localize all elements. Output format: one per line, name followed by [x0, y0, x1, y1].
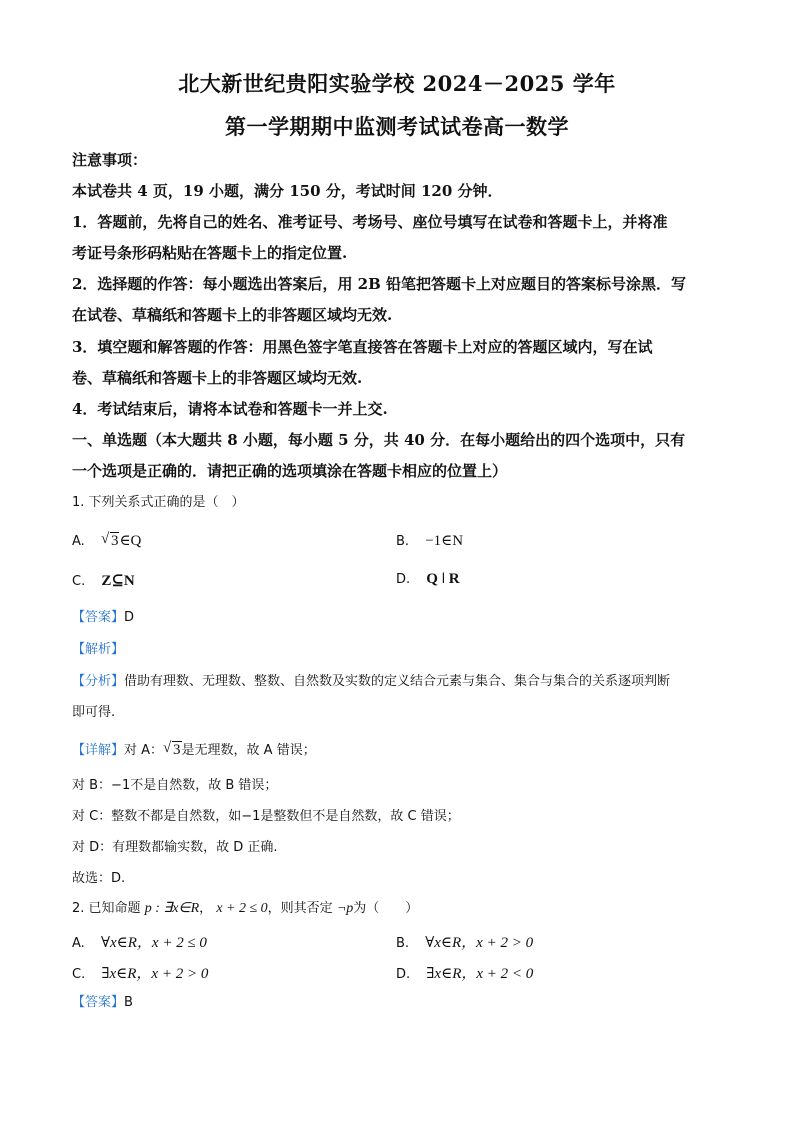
- q2-option-c: [72, 962, 208, 983]
- option-label: C.: [72, 574, 86, 589]
- answer-tag: 【答案】: [72, 995, 125, 1010]
- option-math: −1∈N: [425, 533, 464, 549]
- notice-item-2-line1: 2．选择题的作答：每小题选出答案后，用 2B 铅笔把答题卡上对应题目的答案标号涂黑．写: [72, 275, 687, 293]
- q1-option-d: [396, 571, 460, 588]
- option-label: A.: [72, 936, 85, 951]
- q1-fenxi-line2: 即可得.: [72, 705, 116, 720]
- option-math: ∀x∈R，x + 2 ≤ 0: [100, 935, 207, 951]
- q2-option-a: [72, 931, 207, 952]
- xiangjie-tag: 【详解】: [72, 743, 125, 758]
- option-label: D.: [396, 967, 411, 982]
- answer-value: D: [124, 610, 135, 625]
- notice-item-2-line2: 在试卷、草稿纸和答题卡上的非答题区域均无效.: [72, 306, 393, 324]
- option-math: √ 3∈Q: [100, 531, 142, 549]
- option-math: ∃x∈R，x + 2 < 0: [426, 966, 534, 982]
- option-math: Q ǀ R: [426, 571, 460, 587]
- q1-answer: [72, 608, 732, 628]
- q1-option-c: [72, 571, 135, 590]
- option-label: C.: [72, 967, 86, 982]
- option-math: ∀x∈R，x + 2 > 0: [425, 935, 534, 951]
- q1-choose: 故选：D.: [72, 871, 126, 886]
- notice-item-3-line1: 3．填空题和解答题的作答：用黑色签字笔直接答在答题卡上对应的答题区域内，写在试: [72, 338, 653, 356]
- q2-option-d: [396, 962, 533, 983]
- q1-fenxi-line1: 【分析】借助有理数、无理数、整数、自然数及实数的定义结合元素与集合、集合与集合的关系逐项判断: [72, 674, 671, 689]
- q1-detail-d: 对 D：有理数都输实数，故 D 正确.: [72, 840, 278, 855]
- q2-stem: 2. 已知命题 p : ∃x∈R， x + 2 ≤ 0，则其否定 ¬p为（ ）: [72, 901, 419, 916]
- option-label: D.: [396, 572, 411, 587]
- q1-option-b: [396, 531, 463, 550]
- notice-item-1-line1: 1．答题前，先将自己的姓名、准考证号、考场号、座位号填写在试卷和答题卡上，并将准: [72, 213, 668, 231]
- section1-heading-line1: 一、单选题（本大题共 8 小题，每小题 5 分，共 40 分．在每小题给出的四个选项中，只有: [72, 431, 686, 449]
- section1-heading-line2: 一个选项是正确的．请把正确的选项填涂在答题卡相应的位置上）: [72, 462, 508, 480]
- answer-tag: 【答案】: [72, 610, 125, 625]
- option-math: Z⊆N: [101, 573, 135, 589]
- sqrt-symbol: √ 3: [163, 740, 181, 758]
- q1-detail-a: 【详解】对 A： √ 3是无理数，故 A 错误；: [72, 740, 316, 758]
- exam-title-line1: 北大新世纪贵阳实验学校 2024－2025 学年: [178, 71, 616, 96]
- q2-option-b: [396, 931, 533, 952]
- exam-title-line2: 第一学期期中监测考试试卷高一数学: [225, 114, 569, 139]
- q1-detail-b: 对 B：−1不是自然数，故 B 错误；: [72, 778, 278, 793]
- option-label: A.: [72, 534, 85, 549]
- notice-heading: 注意事项：: [72, 151, 148, 169]
- fenxi-tag: 【分析】: [72, 674, 125, 689]
- option-math: ∃x∈R，x + 2 > 0: [101, 966, 209, 982]
- q1-detail-c: 对 C：整数不都是自然数，如−1是整数但不是自然数，故 C 错误；: [72, 809, 460, 824]
- option-label: B.: [396, 534, 410, 549]
- notice-item-3-line2: 卷、草稿纸和答题卡上的非答题区域均无效.: [72, 369, 363, 387]
- q1-stem: 1. 下列关系式正确的是（ ）: [72, 495, 245, 510]
- option-label: B.: [396, 936, 410, 951]
- q1-analysis: [72, 640, 732, 660]
- notice-item-1-line2: 考证号条形码粘贴在答题卡上的指定位置.: [72, 244, 348, 262]
- notice-item-4: 4．考试结束后，请将本试卷和答题卡一并上交.: [72, 400, 388, 418]
- q1-option-a: [72, 531, 141, 550]
- sqrt-symbol: √ 3: [100, 531, 119, 549]
- q2-answer: [72, 993, 732, 1013]
- analysis-tag: 【解析】: [72, 642, 125, 657]
- answer-value: B: [124, 995, 133, 1010]
- notice-intro: 本试卷共 4 页，19 小题，满分 150 分，考试时间 120 分钟．: [72, 182, 503, 200]
